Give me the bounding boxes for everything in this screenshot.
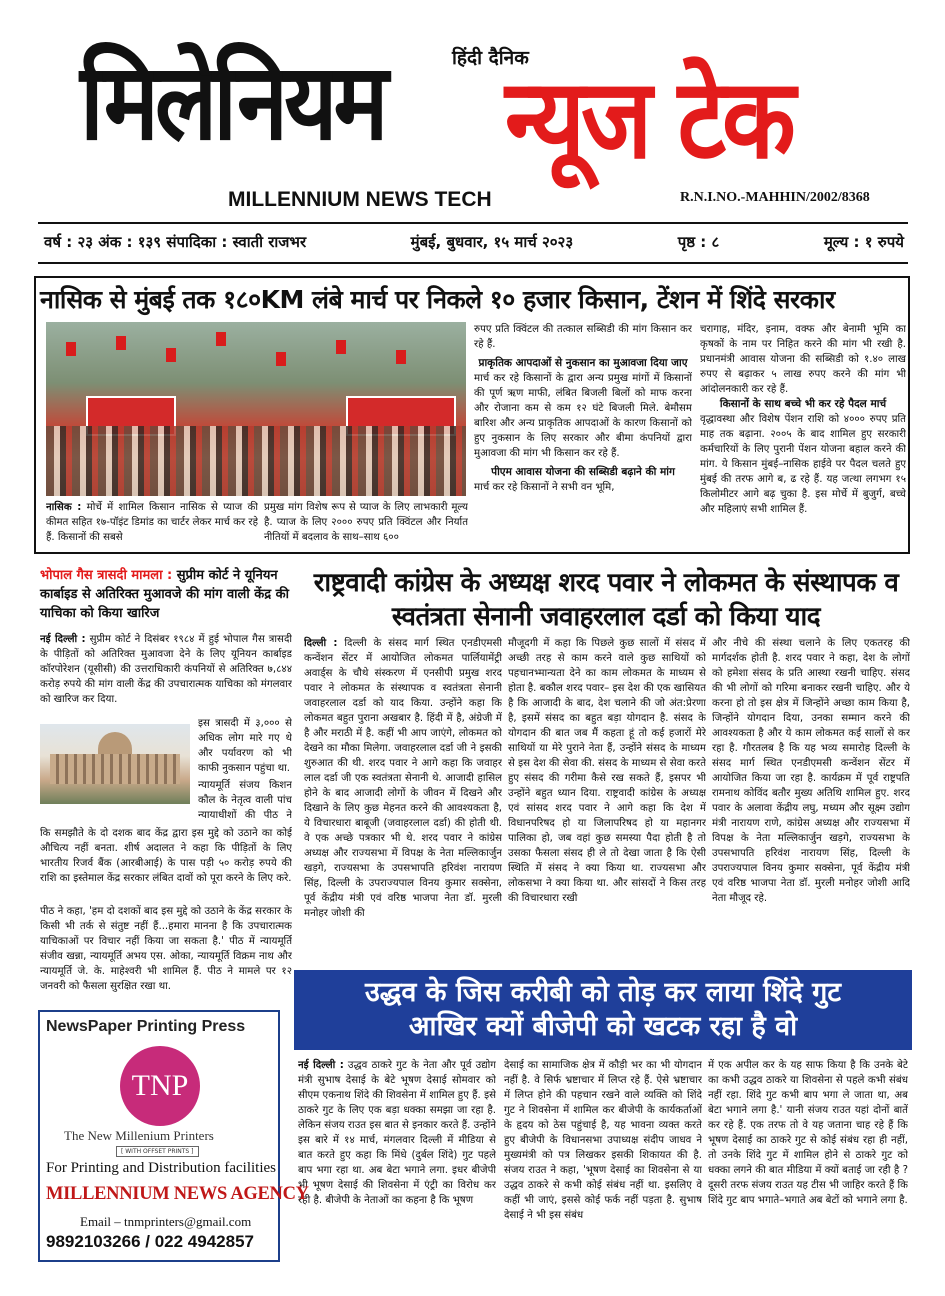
lead-col2-bottom: मार्च कर रहे किसानों ने सभी वन भूमि, — [474, 482, 615, 493]
lead-col3 — [700, 322, 906, 550]
flag-icon — [216, 332, 226, 346]
lead-col2 — [474, 322, 692, 550]
caption-place: नासिक : — [46, 502, 82, 513]
lead-col2-top: रुपए प्रति क्विंटल की तत्काल सब्सिडी की मांग किसान कर रहे हैं. — [474, 324, 692, 350]
uddhav-col2: देसाई का सामाजिक क्षेत्र में कौड़ी भर का भी योगदान नहीं है. वे सिर्फ भ्रष्टाचार में लिप्त रहे हैं. ऐसे भ्रष्टाचार में लिप्त होने की पहचान रखने वाले व्यक्ति को शिंदे गुट ने शिवसेना में शामिल कर बीजेपी के कार्यकर्ताओं के हृदय को ठेस पहुंचाई है, यह भावना व्यक्त करते हुए बीजेपी के विधानसभा उपाध्यक्ष संदीप जाधव ने मुख्यमंत्री को पत्र लिखकर इसकी शिकायत की है. संजय राउत ने कहा, 'भूषण देसाई का शिवसेना से या उद्धव ठाकरे से कभी कोई संबंध नहीं था. इसलिए वे कहीं भी जाएं, इससे कोई फर्क नहीं पड़ता है. सुभाष देसाई ने भी इस संबंध — [504, 1060, 702, 1221]
issue-page: पृष्ठ : ८ — [677, 233, 720, 251]
ad-agency-name: MILLENNIUM NEWS AGENCY — [46, 1184, 309, 1204]
uddhav-col1 — [298, 1058, 496, 1254]
flag-icon — [166, 348, 176, 362]
uddhav-col1-text: उद्धव ठाकरे गुट के नेता और पूर्व उद्योग मंत्री सुभाष देसाई के बेटे भूषण देसाई सोमवार को सीएम एकनाथ शिंदे की शिवसेना में शामिल हुए हैं. इसे ठाकरे गुट के लिए एक बड़ा धक्का समझा जा रहा है. लेकिन संजय राउत इस बात से इनकार करते हैं. उन्होंने इस बारे में १४ मार्च, मंगलवार दिल्ली में मीडिया से बात करते हुए कहा कि मिंधे (दुर्बल शिंदे) गुट पहले बाप भगा रहा था. अब बेटा भगाने लगा. इधर बीजेपी भी भूषण देसाई की शिवसेना में एंट्री का विरोध कर रही है. बीजेपी के नेताओं का कहना है कि भूषण — [298, 1060, 496, 1206]
uddhav-col3: में एक अपील कर के यह साफ किया है कि उनके बेटे का कभी उद्धव ठाकरे या शिवसेना से पहले कभी संबंध नहीं रहा. शिंदे गुट कभी बाप भगा ले जाता था, अब बेटा भगाने लगा है.' यानी संजय राउत यहां दोनों बातें कर रहे हैं. एक तरफ तो वे यह जताना चाह रहे हैं कि भूषण देसाई का ठाकरे गुट से कोई संबंध रहा ही नहीं, तो उनके शिंदे गुट में शामिल होने से ठाकरे गुट को धक्का लगने की बात मीडिया में क्यों बताई जा रही है ? दूसरी तरफ संजय राउत यह टीस भी जाहिर करते हैं कि शिंदे गुट बाप भगाते–भगाते अब बेटों को भगाने लगा है. — [708, 1060, 908, 1206]
uddhav-headline-line2: आखिर क्यों बीजेपी को खटक रहा है वो — [408, 1011, 798, 1042]
ad-title: NewsPaper Printing Press — [46, 1018, 246, 1035]
building-icon — [50, 754, 180, 784]
ad-facilities: For Printing and Distribution facilities — [46, 1160, 276, 1176]
divider-info — [38, 262, 908, 264]
bhopal-headline-text: सुप्रीम कोर्ट ने यूनियन कार्बाइड से अतिरिक्त मुआवजे की मांग वाली केंद्र की याचिका को किया खारिज — [40, 568, 290, 621]
bhopal-para1-text: सुप्रीम कोर्ट ने दिसंबर १९८४ में हुई भोपाल गैस त्रासदी के पीड़ितों को अतिरिक्त मुआवजा देने के लिए यूनियन कार्बाइड कॉरपोरेशन (यूसीसी) की उत्तराधिकारी कंपनियों से अतिरिक्त ७,८४४ करोड़ रुपये की मांग वाली केंद्र की उपचारात्मक याचिका को मंगलवार को खारिज कर दिया. — [40, 634, 292, 705]
divider-top — [38, 222, 908, 224]
lead-col3-text: चरागाह, मंदिर, इनाम, वक्फ और बेनामी भूमि का कृषकों के नाम पर निहित करने की मांग भी रखी है. प्रधानमंत्री आवास योजना की सब्सिडी को १.४० लाख रुपए से बढ़ाकर ५ लाख रुपए करने की मांग भी आंदोलनकारी कर रहे हैं. — [700, 324, 906, 395]
flag-icon — [276, 352, 286, 366]
uddhav-headline — [296, 976, 910, 1044]
flag-icon — [336, 340, 346, 354]
masthead-english-title: MILLENNIUM NEWS TECH — [228, 188, 492, 211]
issue-city-date: मुंबई, बुधवार, १५ मार्च २०२३ — [410, 233, 574, 251]
bhopal-para1 — [40, 632, 292, 722]
bhopal-para3: न्यायमूर्ति संजय किशन कौल के नेतृत्व वाली पांच न्यायाधीशों की पीठ ने — [198, 780, 292, 821]
rally-photo — [46, 322, 466, 496]
sharad-col1 — [304, 636, 502, 962]
ad-email: Email – tnmprinters@gmail.com — [80, 1214, 252, 1229]
crowd-image — [46, 426, 466, 496]
ad-company-name: The New Millenium Printers — [64, 1128, 214, 1143]
flag-icon — [66, 342, 76, 356]
supreme-court-photo — [40, 724, 190, 804]
sharad-col1-text: दिल्ली के संसद मार्ग स्थित एनडीएमसी कन्वेंशन सेंटर में आयोजित लोकमत पार्लियामेंट्री अवार्ड्स के चौथे संस्करण में एनसीपी प्रमुख शरद पवार ने लोकमत के संस्थापक व स्वतंत्रता सेनानी जवाहरलाल दर्डा को याद किया. उन्होंने कहा कि लोकमत बहुत पुराना अखबार है. हिंदी में है, अंग्रेजी में है और मराठी में है. कहीं भी आप जाएंगे, लोकमत को देखने का मौका मिलेगा. जवाहरलाल दर्डा जी ने इसकी शुरुआत की थी. शरद पवार ने आगे कहा कि जवाहर लाल दर्डा जी एक स्वतंत्रता सेनानी थे. आजादी हासिल होने के बाद आजादी लोगों के जीवन में दिखने और दिखाने के लिए कुछ मेहनत करने की आवश्यकता है, ये विचारधारा बाबूजी (जवाहरलाल दर्डा) की होती थी. वे एक अच्छे पत्रकार भी थे. शरद पवार ने कांग्रेस अध्यक्ष और राज्यसभा में विपक्ष के नेता मल्लिकार्जुन खड़गे, राज्यसभा के उपसभापति हरिवंश नारायण सिंह, दिल्ली के उपराज्यपाल विनय कुमार सक्सेना, पूर्व केंद्रीय मंत्री एवं वरिष्ठ भाजपा नेता डॉ. मुरली मनोहर जोशी की — [304, 638, 502, 919]
flag-icon — [396, 350, 406, 364]
sharad-headline: राष्ट्रवादी कांग्रेस के अध्यक्ष शरद पवार ने लोकमत के संस्थापक व स्वतंत्रता सेनानी जवाहरलाल दर्डा को किया याद — [313, 568, 899, 632]
masthead-title-black: मिलेनियम — [80, 40, 385, 164]
dome-icon — [98, 732, 132, 754]
bhopal-para2: इस त्रासदी में ३,००० से अधिक लोग मारे गए थे और पर्यावरण को भी काफी नुकसान पहुंचा था. — [198, 718, 292, 774]
caption-text: मोर्चे में शामिल किसान नासिक से प्याज की कीमत सहित १७-पॉइंट डिमांड का चार्टर लेकर मार्च कर रहे हैं. किसानों की सबसे — [46, 502, 258, 543]
masthead-subtitle: हिंदी दैनिक — [452, 47, 529, 69]
tnp-logo-icon: TNP — [120, 1046, 200, 1126]
lead-photo-caption — [46, 500, 258, 550]
lead-col1-text: प्रमुख मांग विशेष रूप से प्याज के लिए लाभकारी मूल्य है. प्याज के लिए २००० रुपए प्रति क्विंटल और निर्यात नीतियों में बदलाव के साथ–साथ ६०० — [264, 502, 468, 543]
issue-year-editor: वर्ष : २३ अंक : १३९ संपादिका : स्वाती राजभर — [44, 233, 307, 251]
lead-col3-subhead: किसानों के साथ बच्चे भी कर रहे पैदल मार्च — [719, 398, 887, 410]
bhopal-para4: कि समझौते के दो दशक बाद केंद्र द्वारा इस मुद्दे को उठाने का कोई औचित्य नहीं बनता. शीर्ष अदालत ने कहा कि पीड़ितों के लिए भारतीय रिजर्व बैंक (आरबीआई) के पास पड़ी ५० करोड़ रुपये की राशि का इस्तेमाल केंद्र सरकार लंबित दावों को पूरा करने के लिए करे. — [40, 828, 292, 884]
bhopal-para5: पीठ ने कहा, 'हम दो दशकों बाद इस मुद्दे को उठाने के केंद्र सरकार के किसी भी तर्क से संतुष्ट नहीं हैं...हमारा मानना है कि उपचारात्मक याचिकाओं पर विचार नहीं किया जा सकता है.' पीठ में न्यायमूर्ति संजीव खन्ना, न्यायमूर्ति अभय एस. ओका, न्यायमूर्ति विक्रम नाथ और न्यायमूर्ति जे. के. माहेश्वरी भी शामिल हैं. पीठ ने मामले पर १२ जनवरी को फैसला सुरक्षित रखा था. — [40, 906, 292, 992]
uddhav-headline-line1: उद्धव के जिस करीबी को तोड़ कर लाया शिंदे गुट — [365, 977, 841, 1008]
sharad-col2: मौजूदगी में कहा कि पिछले कुछ सालों में संसद में अच्छी तरह से काम करने वाले कुछ साथियों को पहचानभ्मान्यता देने का काम लोकमत के माध्यम से होता है. बकौल शरद पवार– इस देश की एक खासियत है कि आजादी के बाद, देश चलाने की जो अंत:प्रेरणा है, इसमें संसद का बहुत बड़ा योगदान है. संसद के योगदान की बात जब मैं कहता हूं तो कई हजारों मेरे साथियों या मेरे पुराने नेता हैं, उन्होंने संसद के माध्यम से इस देश की सेवा की. संसद के माध्यम से सेवा करते हुए संसद की गरीमा कैसे रख सकते हैं, इसपर भी उन्होंने बहुत ध्यान दिया. राष्ट्रवादी कांग्रेस के अध्यक्ष एवं सांसद शरद पवार ने आगे कहा कि देश में विधानपरिषद हो या जिलापरिषद हो या महानगर पालिका हो, जब वहां कुछ समस्या पैदा होती है तो उसका फैसला संसद ही ले तो देखा जाता है कि ऐसी स्थिति में संसद ने क्या किया था. राज्यसभा और लोकसभा ने क्या किया था. और सांसदों ने किस तरह की विचारधारा रखी — [508, 638, 706, 904]
rni-number: R.N.I.NO.-MAHHIN/2002/8368 — [680, 190, 870, 205]
masthead-title-red: न्यूज टेक — [505, 54, 792, 184]
ad-offset-tag: [ WITH OFFSET PRINTS ] — [116, 1146, 199, 1157]
bhopal-tag: भोपाल गैस त्रासदी मामला : — [40, 568, 173, 583]
uddhav-dateline: नई दिल्ली : — [298, 1060, 344, 1071]
lead-col2-text: मार्च कर रहे किसानों के द्वारा अन्य प्रमुख मांगों में किसानों की पूर्ण ऋण माफी, लंबित बिजली बिलों को माफ करना और रोजाना कम से कम १२ घंटे बिजली मिले. बेमौसम बारिश और अन्य प्राकृतिक आपदाओं के कारण किसानों को हुए नुकसान के लिए सरकार और बीमा कंपनियों द्वारा मुआवजा की मांग भी किसान कर रहे हैं. — [474, 373, 692, 459]
bhopal-headline — [40, 566, 292, 623]
bhopal-dateline: नई दिल्ली : — [40, 634, 86, 645]
lead-col3-text2: वृद्धावस्था और विशेष पेंशन राशि को ४००० रुपए प्रति माह तक बढ़ाना. २००५ के बाद शामिल हुए सरकारी कर्मचारियों के लिए पुरानी पेंशन योजना बहाल करने की मांग. ये किसान मुंबई–नासिक हाईवे पर पैदल चलते हुए मुंबई की तरफ आगे ब, ढ रहे हैं. यह जत्था लगभग १५ किलोमीटर आगे बढ़ चुका है. इस मोर्चे में बुजुर्ग, बच्चे और महिलाएं सभी शामिल हैं. — [700, 414, 906, 515]
lead-col2-subhead1: प्राकृतिक आपदाओं से नुकसान का मुआवजा दिया जाए — [478, 357, 688, 369]
issue-price: मूल्य : १ रुपये — [823, 233, 904, 251]
flag-icon — [116, 336, 126, 350]
sharad-dateline: दिल्ली : — [304, 638, 338, 649]
ad-phone: 9892103266 / 022 4942857 — [46, 1232, 254, 1251]
sharad-col3: और नीचे की संस्था चलाने के लिए एकतरह की मार्गदर्शक होती है. शरद पवार ने कहा, देश के लोगों को हमेशा संसद के प्रति आस्था रखनी चाहिए. संसद की भी लोगों को गरिमा बनाकर रखनी चाहिए. और ये करना हो तो इस क्षेत्र में जिन्होंने अच्छा काम किया है, जिन्होंने योगदान दिया, उनका सम्मान करने की आवश्यकता है और ये काम लोकमत कई सालों से कर रहा है. गौरतलब है कि यह भव्य समारोह दिल्ली के संसद मार्ग स्थित एनडीएमसी कन्वेंशन सेंटर में आयोजित किया जा रहा है. कार्यक्रम में पूर्व राष्ट्रपति रामनाथ कोविंद बतौर मुख्य अतिथि शामिल हुए. शरद पवार के अलावा केंद्रीय लघु, मध्यम और सूक्ष्म उद्योग मंत्री नारायण राणे, कांग्रेस अध्यक्ष और राज्यसभा में विपक्ष के नेता मल्लिकार्जुन खड़गे, राज्यसभा के उपसभापति हरिवंश नारायण सिंह, दिल्ली के उपराज्यपाल विनय कुमार सक्सेना, पूर्व केंद्रीय मंत्री एवं वरिष्ठ भाजपा नेता डॉ. मुरली मनोहर जोशी आदि नेता मौजूद रहे. — [712, 638, 910, 904]
issue-info-bar — [44, 232, 904, 256]
lead-headline: नासिक से मुंबई तक १८०KM लंबे मार्च पर निकले १० हजार किसान, टेंशन में शिंदे सरकार — [40, 285, 835, 314]
lead-col2-subhead2: पीएम आवास योजना की सब्सिडी बढ़ाने की मांग — [491, 466, 675, 478]
